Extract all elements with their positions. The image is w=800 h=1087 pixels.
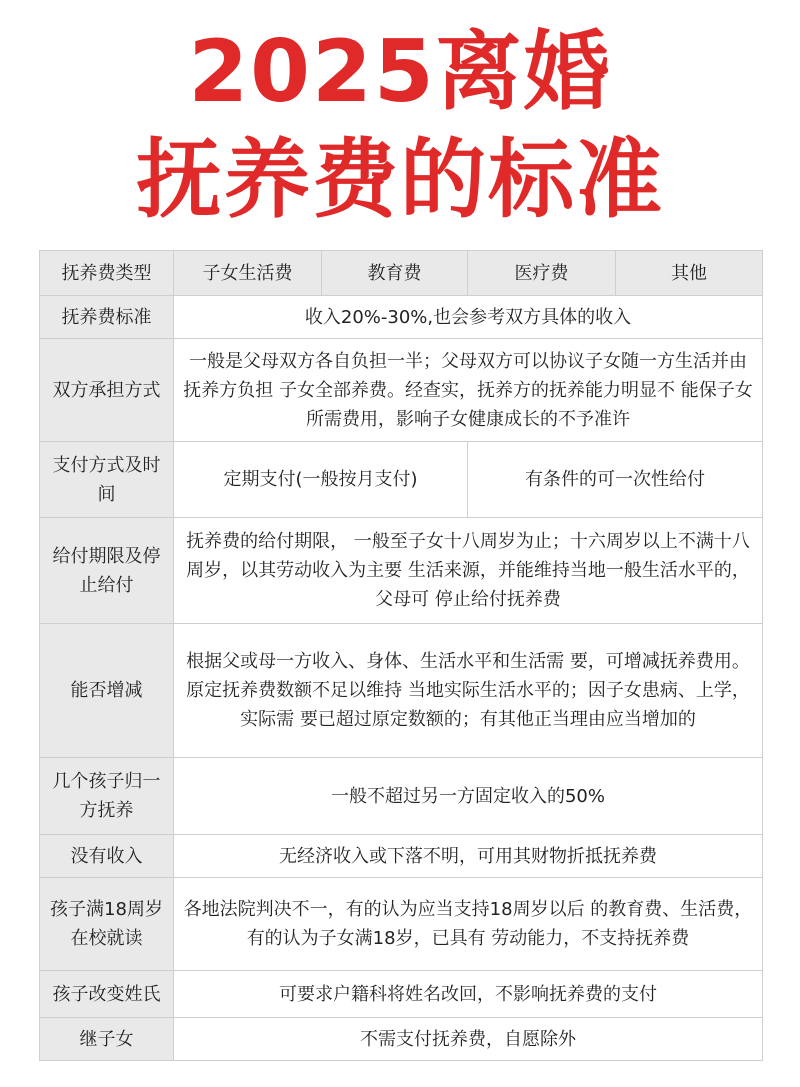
row-content-cell (174, 878, 763, 971)
row-label: 抚养费标准 (61, 306, 152, 328)
row-content: 根据父或母一方收入、身体、生活水平和生活需 要，可增减抚养费用。原定抚养费数额不足以维持 当地实际生活水平的；因子女患病、上学，实际需 要已超过原定数额的；有其他正当理由应当增加的 (186, 651, 750, 730)
row-label: 没有收入 (70, 845, 143, 867)
table-header-row (40, 251, 763, 296)
row-content-cell (174, 835, 763, 878)
row-content-cell (174, 971, 763, 1018)
alimony-standard-table (39, 250, 763, 1061)
header-column-cell (616, 251, 763, 296)
header-label-cell (40, 251, 174, 296)
row-label-cell (40, 442, 174, 518)
header-column-label: 教育费 (367, 262, 422, 284)
title-line-1: 2025离婚 (188, 22, 612, 122)
header-column-label: 其他 (671, 262, 707, 284)
row-content-cell (174, 339, 763, 442)
row-content: 各地法院判决不一，有的认为应当支持18周岁以后 的教育费、生活费，有的认为子女满18岁，已具有 劳动能力，不支持抚养费 (183, 899, 753, 949)
row-content-cell (174, 1018, 763, 1061)
row-label-cell (40, 835, 174, 878)
row-content-cell (174, 624, 763, 758)
table-row (40, 296, 763, 339)
row-content-cell (174, 758, 763, 835)
table-row (40, 971, 763, 1018)
header-column-label: 医疗费 (514, 262, 569, 284)
row-content: 一般是父母双方各自负担一半；父母双方可以协议子女随一方生活并由抚养方负担 子女全部养费。经查实，抚养方的抚养能力明显不 能保子女所需费用，影响子女健康成长的不予准许 (183, 350, 753, 430)
row-content: 无经济收入或下落不明，可用其财物折抵抚养费 (279, 845, 657, 867)
row-label-cell (40, 878, 174, 971)
header-column-cell (322, 251, 468, 296)
table-row (40, 758, 763, 835)
row-label: 给付期限及停止给付 (52, 545, 161, 596)
row-label-cell (40, 1018, 174, 1061)
table-row (40, 518, 763, 624)
table-row (40, 624, 763, 758)
row-content: 一般不超过另一方固定收入的50% (330, 785, 605, 807)
row-content: 收入20%-30%,也会参考双方具体的收入 (304, 306, 632, 328)
title-line-2: 抚养费的标准 (136, 130, 664, 230)
row-label: 支付方式及时间 (52, 454, 161, 505)
table-row (40, 1018, 763, 1061)
row-content: 可要求户籍科将姓名改回，不影响抚养费的支付 (279, 983, 657, 1005)
row-label: 双方承担方式 (52, 379, 161, 401)
row-label-cell (40, 339, 174, 442)
payment-option-cell (174, 442, 468, 518)
payment-option-periodic: 定期支付(一般按月支付) (223, 469, 418, 490)
payment-option-cell (468, 442, 763, 518)
row-content-cell (174, 296, 763, 339)
row-label-cell (40, 624, 174, 758)
header-column-label: 子女生活费 (202, 262, 293, 284)
header-label: 抚养费类型 (61, 262, 152, 284)
row-label-cell (40, 758, 174, 835)
table-row (40, 339, 763, 442)
row-content: 不需支付抚养费，自愿除外 (360, 1028, 576, 1050)
table-row (40, 835, 763, 878)
row-label: 孩子满18周岁在校就读 (50, 899, 163, 949)
row-label: 能否增减 (70, 680, 143, 701)
row-label: 继子女 (79, 1028, 134, 1050)
row-label-cell (40, 518, 174, 624)
header-column-cell (468, 251, 616, 296)
table-row (40, 878, 763, 971)
row-label-cell (40, 296, 174, 339)
row-label: 孩子改变姓氏 (52, 983, 161, 1005)
table-row (40, 442, 763, 518)
payment-option-lump-sum: 有条件的可一次性给付 (525, 469, 705, 490)
header-column-cell (174, 251, 322, 296)
row-content-cell (174, 518, 763, 624)
page-title (0, 18, 800, 234)
row-label: 几个孩子归一方抚养 (52, 771, 161, 821)
row-label-cell (40, 971, 174, 1018)
row-content: 抚养费的给付期限， 一般至子女十八周岁为止；十六周岁以上不满十八周岁，以其劳动收入为主要 生活来源，并能维持当地一般生活水平的，父母可 停止给付抚养费 (186, 531, 750, 610)
